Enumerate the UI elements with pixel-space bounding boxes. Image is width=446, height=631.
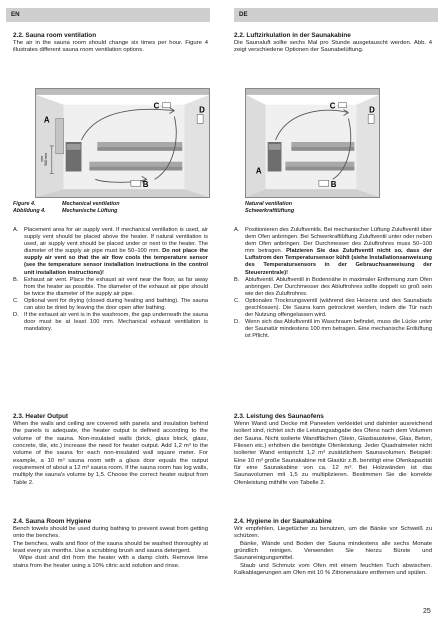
figure-number-en: Figure 4. xyxy=(13,201,36,207)
de-heading-2-2: 2.2. Luftzirkulation in der Saunakabine xyxy=(234,32,351,39)
svg-text:B: B xyxy=(330,180,337,190)
svg-text:min: min xyxy=(39,155,44,162)
figure-mechanical-ventilation xyxy=(35,88,210,198)
language-tab-en: EN xyxy=(6,8,210,22)
label-d: D xyxy=(199,105,205,115)
de-heading-2-4: 2.4. Hygiene in der Saunakabine xyxy=(234,518,332,525)
figure-natural-ventilation xyxy=(245,88,380,198)
label-c: C xyxy=(153,101,160,111)
vent-d xyxy=(197,115,203,124)
list-item: D. If the exhaust air vent is in the washroom, the gap underneath the sauna door must be at least 100 mm. Mechanical exhaust ventilation is mandatory. xyxy=(13,312,208,333)
list-item: D. Wenn sich das Abluftventil im Waschraum befindet, muss die Lücke unter der Saunatür mindestens 100 mm betragen. Eine mechanische Entlüftung ist Pflicht. xyxy=(234,319,432,340)
right-wall xyxy=(184,95,209,197)
en-heading-2-3: 2.3. Heater Output xyxy=(13,413,69,420)
en-section-2-3 xyxy=(13,413,208,487)
floor xyxy=(36,189,209,197)
label-b: B xyxy=(142,180,149,190)
de-paragraph-2-3: Wenn Wand und Decke mit Paneelen verkleidet und dahinter ausreichend isoliert sind, richtet sich die Leistungsabgabe des Ofens nach dem Volumen der Sauna. Nicht isolierte Wandflächen (Stein, Glasbausteine, Glas, Beton, Fliesen etc.) erhöhen die benötigte Ofenleistung. Jeder Quadratmeter nicht isolierter Wand entspricht 1,2 m³ zusätzlichem Saunavolumen. Beispiel: Eine 10 m³ große Saunakabine mit Glastür z.B. benötigt eine Ofenkapazität für eine Saunakabine von ca. 12 m³. Bei Holzwänden ist das Saunavolumen mit 1,5 zu multiplizieren. Bestimmen Sie die korrekte Ofenleistung mithilfe von Tabelle 2. xyxy=(234,421,432,486)
upper-bench xyxy=(97,142,182,147)
svg-text:500 mm: 500 mm xyxy=(43,152,48,166)
caption-natural-en: Natural ventilation xyxy=(245,201,293,207)
language-tab-de: DE xyxy=(234,8,438,22)
de-paragraph-2-4-3: Staub und Schmutz vom Ofen mit einem feuchten Tuch abwischen. Kalkablagerungen am Ofen mit 10 % Zitronensäure entfernen und spülen. xyxy=(234,562,432,577)
figure-number-de: Abbildung 4. xyxy=(13,207,46,214)
en-vent-list xyxy=(13,227,208,333)
en-paragraph-2-4-1: Bench towels should be used during bathing to prevent sweat from getting onto the benches. xyxy=(13,526,208,540)
svg-text:A: A xyxy=(255,166,262,176)
svg-text:D: D xyxy=(369,105,375,115)
de-paragraph-2-4-1: Wir empfehlen, Liegetücher zu benutzen, um die Bänke vor Schweiß zu schützen. xyxy=(234,526,432,540)
page-number: 25 xyxy=(423,608,431,615)
supply-air-duct xyxy=(56,118,64,153)
en-paragraph-2-4-2: The benches, walls and floor of the sauna should be washed thoroughly at least every six months. Use a scrubbing brush and sauna detergent. xyxy=(13,540,208,555)
en-heading-2-2: 2.2. Sauna room ventilation xyxy=(13,32,97,39)
list-item: A. Positionieren des Zuluftventils. Bei mechanischer Lüftung Zuluftventil über dem Ofen anbringen. Bei Schwerkraftlüftung Zuluftventil unter oder neben dem Ofen anbringen. Der Durchmesser des Zuluftrohres muss 50–100 mm betragen. Platzieren Sie das Zuluftventil nicht so, dass der Luftstrom den Temperatursensor kühlt (siehe Installationsanweisung des Temperatursensors in der Gebrauchsanweisung der Steuerzentrale)! xyxy=(234,227,432,276)
exhaust-vent-b xyxy=(131,180,141,186)
drying-vent-c xyxy=(163,103,171,108)
en-paragraph-2-4-3: Wipe dust and dirt from the heater with a damp cloth. Remove lime stains from the heater using a 10% citric acid solution and rinse. xyxy=(13,555,208,569)
en-paragraph-2-3: When the walls and ceiling are covered with panels and insulation behind the panels is adequate, the heater output is defined according to the volume of the sauna. Non-insulated walls (brick, glass block, glass, concrete, tile, etc.) increase the need for heater output. Add 1,2 m³ to the volume of the sauna for each non-insulated wall square meter. For example, a 10 m³ sauna room with a glass door equals the output requirement of about a 12 m³ sauna room. If the sauna room has log walls, multiply the sauna's volume by 1,5. Choose the correct heater output from Table 2. xyxy=(13,421,208,486)
en-paragraph-2-2: The air in the sauna room should change six times per hour. Figure 4 illustrates different sauna room ventilation options. xyxy=(13,40,208,54)
list-item: B. Abluftventil. Abluftventil in Bodennähe in maximaler Entfernung zum Ofen anbringen. Der Durchmesser des Abluftrohres sollte doppelt so groß sein wie der des Zuluftrohres. xyxy=(234,276,432,297)
natural-ventilation-diagram xyxy=(246,89,379,197)
en-heading-2-4: 2.4. Sauna Room Hygiene xyxy=(13,518,92,525)
caption-mechanical-de: Mechanische Lüftung xyxy=(62,207,118,214)
de-paragraph-2-2: Die Saunaluft sollte sechs Mal pro Stunde ausgetauscht werden. Abb. 4 zeigt verschiedene Optionen der Saunabelüftung. xyxy=(234,40,432,54)
ceiling-panel xyxy=(36,89,209,95)
figure-caption-natural xyxy=(245,201,385,214)
figure-caption-mechanical xyxy=(13,201,213,214)
list-item: A. Placement area for air supply vent. If mechanical ventilation is used, air supply vent should be placed above the heater. If natural ventilation is used, air supply vent should be placed under or next to the heater. The diameter of the supply air pipe must be 50–100 mm. Do not place the supply air vent so that the air flow cools the temperature sensor (see the temperature sensor installation instructions in the control unit installation instructions)! xyxy=(13,227,208,276)
de-vent-list xyxy=(234,227,432,341)
list-item: B. Exhaust air vent. Place the exhaust air vent near the floor, as far away from the heater as possible. The diameter of the exhaust air pipe should be twice the diameter of the supply air pipe. xyxy=(13,276,208,297)
label-a: A xyxy=(43,115,50,125)
svg-text:C: C xyxy=(329,101,336,111)
mechanical-ventilation-diagram xyxy=(36,89,209,197)
de-section-2-4 xyxy=(234,518,432,577)
list-item: C. Optionales Trocknungsventil (während des Heizens und des Saunabads geschlossen). Die Sauna kann getrocknet werden, indem die Tür nach der Nutzung offengelassen wird. xyxy=(234,297,432,319)
de-paragraph-2-4-2: Bänke, Wände und Boden der Sauna mindestens alle sechs Monate gründlich reinigen. Verwenden Sie hierzu Bürste und Saunareinigungsmittel. xyxy=(234,540,432,562)
en-section-2-2 xyxy=(13,32,208,55)
list-item: C. Optional vent for drying (closed during heating and bathing). The sauna can also be dried by leaving the door open after bathing. xyxy=(13,297,208,312)
caption-natural-de: Schwerkraftlüftung xyxy=(245,207,295,214)
caption-mechanical-en: Mechanical ventilation xyxy=(62,201,120,207)
en-section-2-4 xyxy=(13,518,208,570)
de-section-2-2 xyxy=(234,32,432,55)
de-heading-2-3: 2.3. Leistung des Saunaofens xyxy=(234,413,324,420)
de-section-2-3 xyxy=(234,413,432,487)
